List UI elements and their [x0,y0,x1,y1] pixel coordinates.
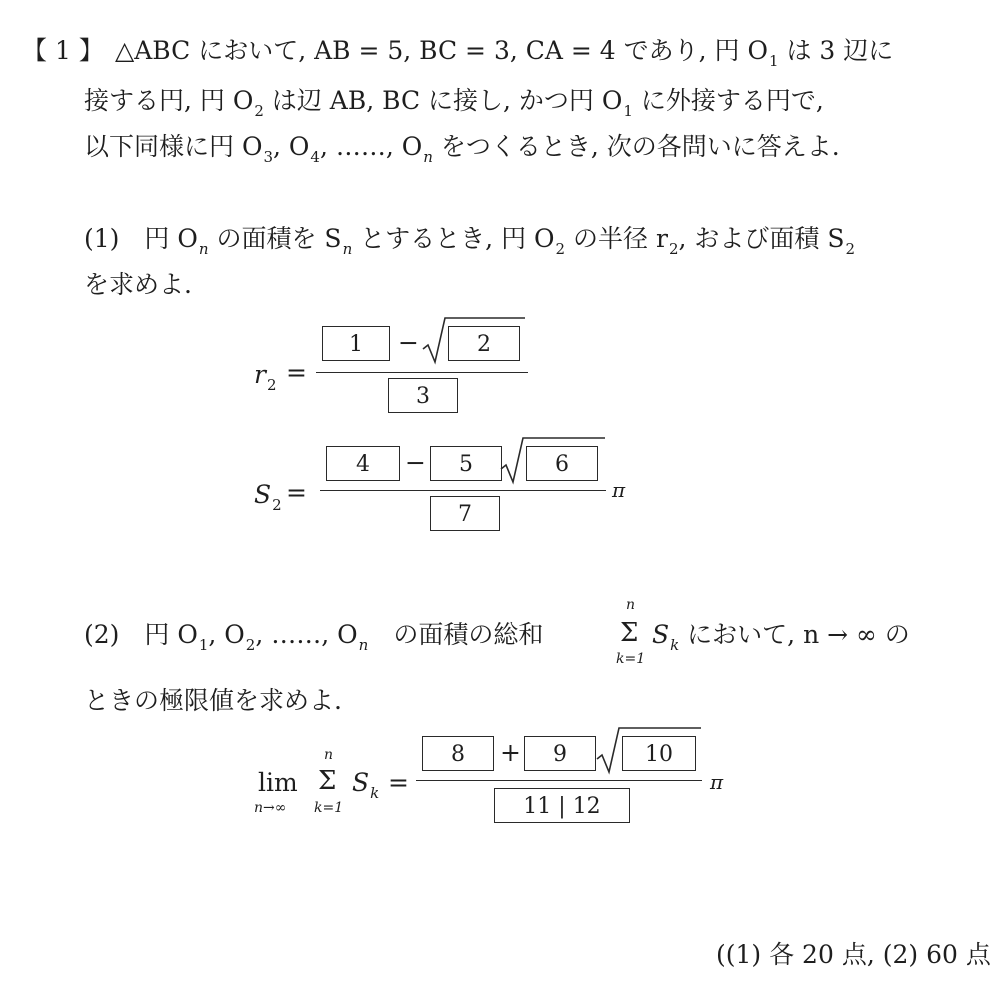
answer-box-3[interactable]: 3 [388,378,458,413]
part2-question-line-1-tail: $S_k$ において, n → ∞ の [652,620,910,654]
s2-pi: π [612,478,626,502]
answer-box-4[interactable]: 4 [326,446,400,481]
part2-question-line-1: (2) 円 $O_1$, $O_2$, ……, $O_n$ の面積の総和 [84,620,544,654]
answer-box-8[interactable]: 8 [422,736,494,771]
sum-top: n [324,747,334,763]
lim-equals: = [388,768,409,797]
inline-sum-sigma: Σ [620,618,639,648]
answer-box-7[interactable]: 7 [430,496,500,531]
s2-minus: − [405,448,426,477]
s2-label: $S_2$ [254,480,282,514]
answer-box-10[interactable]: 10 [622,736,696,771]
part1-question-line-2: を求めよ. [84,270,192,299]
problem-number: 【 1 】 [22,36,104,65]
inline-sum-bottom: k=1 [616,651,646,667]
intro-line-1: △ABC において, AB = 5, BC = 3, CA = 4 であり, 円 $O_1$ は 3 辺に [115,36,894,70]
points-note: ((1) 各 20 点, (2) 60 点 [716,940,991,969]
answer-box-5[interactable]: 5 [430,446,502,481]
answer-box-6[interactable]: 6 [526,446,598,481]
intro-line-2: 接する円, 円 $O_2$ は辺 AB, BC に接し, かつ円 $O_1$ に外接する円で, [84,86,824,120]
s2-equals: = [286,478,307,507]
lim-pi: π [710,770,724,794]
lim-label: lim [258,768,298,797]
r2-equals: = [286,358,307,387]
part1-question-line-1: (1) 円 $O_n$ の面積を $S_n$ とするとき, 円 $O_2$ の半径 $r_2$, および面積 $S_2$ [84,224,855,258]
s2-fraction-bar [320,490,606,491]
sum-bottom: k=1 [314,800,344,816]
lim-plus: + [500,738,521,767]
answer-box-2[interactable]: 2 [448,326,520,361]
answer-box-11-12[interactable]: 11 | 12 [494,788,630,823]
answer-box-9[interactable]: 9 [524,736,596,771]
r2-fraction-bar [316,372,528,373]
lim-subscript: n→∞ [254,800,287,816]
inline-sum-top: n [626,597,636,613]
lim-S: $S_k$ [352,768,380,802]
intro-line-3: 以下同様に円 $O_3$, $O_4$, ……, $O_n$ をつくるとき, 次の各問いに答えよ. [84,132,840,166]
r2-label: $r_2$ [254,360,277,394]
sum-sigma: Σ [318,766,337,796]
part2-question-line-2: ときの極限値を求めよ. [84,686,342,715]
answer-box-1[interactable]: 1 [322,326,390,361]
lim-fraction-bar [416,780,702,781]
r2-minus: − [398,328,419,357]
